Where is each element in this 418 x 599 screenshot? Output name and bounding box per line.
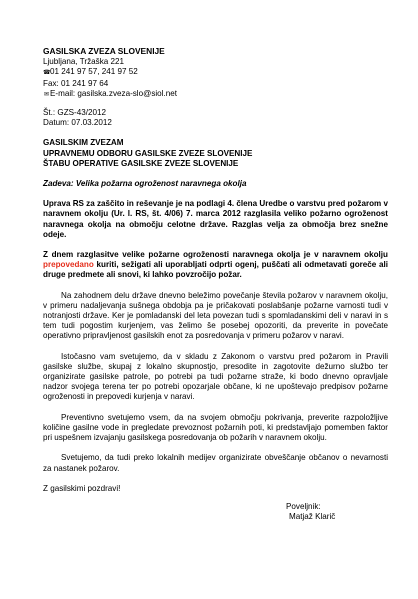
email-line — [43, 89, 388, 100]
paragraph-prevention: Preventivno svetujemo vsem, da na svojem območju pokrivanja, preverite razpoložljive količine gasilne vode in pregledate prevoznost požarnih poti, ki predstavljajo pomemben faktor pri uspešnem izvajanju gasilskega posredovanja ob požarih v naravnem okolju. — [43, 412, 388, 443]
closing-greeting: Z gasilskimi pozdravi! — [43, 483, 121, 493]
recipient: GASILSKIM ZVEZAM — [43, 138, 124, 148]
recipient: UPRAVNEMU ODBORU GASILSKE ZVEZE SLOVENIJE — [43, 148, 253, 158]
phone-line — [43, 67, 388, 78]
reference-number: Št.: GZS-43/2012 — [43, 108, 106, 118]
organization-name: GASILSKA ZVEZA SLOVENIJE — [43, 46, 165, 56]
recipients — [43, 138, 388, 169]
paragraph-declaration: Uprava RS za zaščito in reševanje je na podlagi 4. člena Uredbe o varstvu pred požarom v naravnem okolju (Ur. l. RS, št. 4/06) 7. marca 2012 razglasila veliko požarno ogroženost naravnega okolja na območju celotne države. Razglas velja za območja brez snežne odeje. — [43, 199, 389, 239]
recipient: ŠTABU OPERATIVE GASILSKE ZVEZE SLOVENIJE — [43, 158, 239, 168]
envelope-icon: ✉ — [43, 91, 50, 98]
prohibition-text-end: kuriti, sežigati ali uporabljati odprti ogenj, puščati ali odmetavati goreče ali druge predmete ali snovi, ki lahko povzročijo požar. — [43, 260, 388, 280]
paragraph-prohibition — [43, 250, 388, 281]
paragraph-situation: Na zahodnem delu države dnevno beležimo povečanje števila požarov v naravnem okolju, v primeru nadaljevanja sušnega obdobja pa je pričakovati poslabšanje požarne varnosti tudi v notranjosti države. Ker je pomladanski del leta povezan tudi s spomladanskimi deli v naravi in s tem tudi pogostim kurjenjem, vas želimo še posebej opozoriti, da preverite in povečate operativno pripravljenost gasilskih enot za posredovanja v primeru požarov v naravi. — [43, 290, 388, 341]
paragraph-media: Svetujemo, da tudi preko lokalnih medijev organizirate obveščanje občanov o nevarnosti za nastanek požarov. — [43, 453, 388, 473]
letter-date: Datum: 07.03.2012 — [43, 118, 112, 128]
email-address[interactable]: E-mail: gasilska.zveza-slo@siol.net — [50, 88, 177, 98]
reference-block — [43, 108, 388, 128]
signature-name: Matjaž Klarič — [289, 512, 336, 522]
fax-line: Fax: 01 241 97 64 — [43, 78, 109, 88]
phone-icon: ☎ — [43, 70, 51, 77]
letter — [43, 46, 388, 522]
signature-title: Poveljnik: — [286, 501, 321, 511]
prohibited-highlight: prepovedano — [43, 260, 94, 270]
prohibition-text-start: Z dnem razglasitve velike požarne ogroženosti naravnega okolja je v naravnem okolju — [43, 250, 388, 260]
subject-line: Zadeva: Velika požarna ogroženost naravnega okolja — [43, 179, 247, 189]
letterhead — [43, 46, 388, 100]
paragraph-advice: Istočasno vam svetujemo, da v skladu z Zakonom o varstvu pred požarom in Pravili gasilske službe, skupaj z lokalno skupnostjo, presodite in zagotovite dežurno službo ter organizirate gasilske patrole, po potrebi pa tudi požarne straže, ki bodo dnevno opravljale nadzor svojega terena ter po potrebi opozarjale občane, ki ne upoštevajo predpisov požarne ogroženosti in prepovedi kurjenja v naravi. — [43, 351, 388, 402]
organization-address: Ljubljana, Tržaška 221 — [43, 57, 124, 67]
phone-numbers: 01 241 97 57, 241 97 52 — [50, 67, 138, 77]
